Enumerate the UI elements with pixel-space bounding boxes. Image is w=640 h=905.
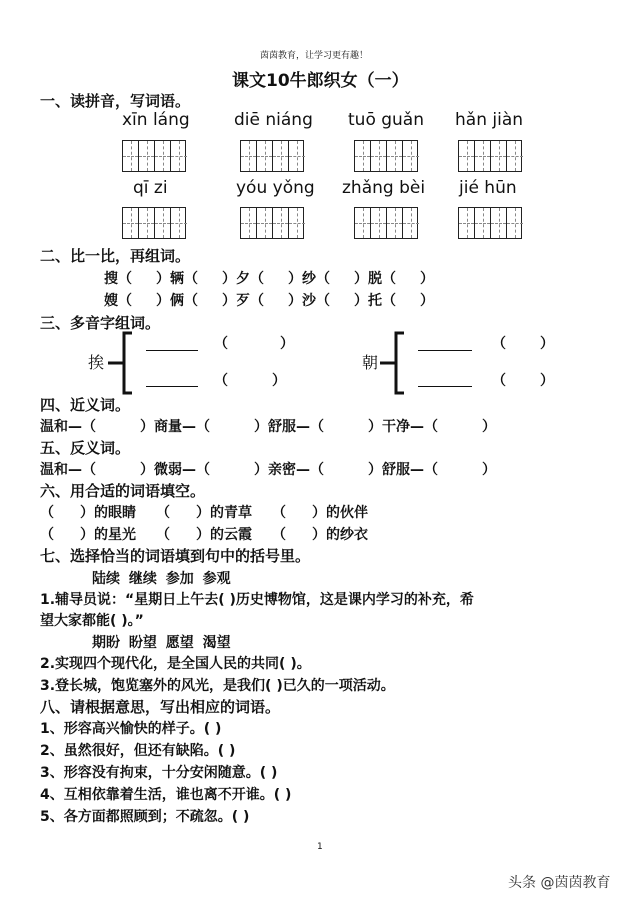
fill-row-1 [40, 502, 368, 522]
compare-item: ）俩（ [156, 293, 198, 309]
word-bank-1: 陆续 继续 参加 参观 [92, 571, 231, 587]
pinyin-8: jié hūn [459, 178, 517, 198]
compare-item: ）歹（ [222, 293, 264, 309]
pinyin-4: hǎn jiàn [455, 110, 524, 130]
paren-close: ） [280, 336, 294, 352]
meaning-item-4: 4、互相依靠着生活，谁也离不开谁。( ) [40, 787, 292, 803]
fill-item: （ [40, 505, 54, 521]
question-1-line-2: 望大家都能( )。” [40, 613, 144, 629]
meaning-item-2: 2、虽然很好，但还有缺陷。( ) [40, 743, 236, 759]
pinyin-6: yóu yǒng [236, 178, 315, 198]
answer-line [146, 386, 198, 387]
antonym-item: ）微弱—（ [140, 462, 210, 478]
paren-open: （ [492, 373, 506, 389]
paren-open: （ [214, 373, 228, 389]
writing-box[interactable] [354, 207, 418, 239]
writing-box[interactable] [122, 140, 186, 172]
section-4-heading: 四、近义词。 [40, 396, 131, 414]
writing-box[interactable] [458, 140, 522, 172]
section-6-heading: 六、用合适的词语填空。 [40, 482, 206, 500]
pinyin-2: diē niáng [234, 110, 313, 130]
antonym-item: 温和—（ [40, 462, 96, 478]
answer-line [418, 350, 472, 351]
synonym-line [40, 416, 496, 436]
compare-row-1 [104, 268, 434, 288]
paren-open: （ [492, 336, 506, 352]
antonym-item: ）舒服—（ [368, 462, 438, 478]
synonym-item: ）商量—（ [140, 419, 210, 435]
fill-item: （ [40, 527, 54, 543]
brace-2 [376, 330, 406, 396]
pinyin-7: zhǎng bèi [342, 178, 426, 198]
watermark: 头条 @茵茵教育 [508, 875, 611, 891]
synonym-item: ）干净—（ [368, 419, 438, 435]
section-2-heading: 二、比一比，再组词。 [40, 247, 191, 265]
paren-close: ） [540, 373, 554, 389]
synonym-item: ）舒服—（ [254, 419, 324, 435]
header-slogan: 茵茵教育，让学习更有趣！ [260, 51, 369, 61]
question-2: 2.实现四个现代化，是全国人民的共同( )。 [40, 656, 311, 672]
antonym-item: ） [482, 462, 496, 478]
page-title: 课文10牛郎织女（一） [232, 71, 409, 91]
compare-item: ）脱（ [354, 271, 396, 287]
section-1-heading: 一、读拼音，写词语。 [40, 92, 191, 110]
question-3: 3.登长城，饱览塞外的风光，是我们( )已久的一项活动。 [40, 678, 395, 694]
answer-line [418, 386, 472, 387]
paren-close: ） [272, 373, 286, 389]
pinyin-1: xīn láng [122, 110, 190, 130]
fill-item: （ [272, 527, 286, 543]
writing-box[interactable] [240, 207, 304, 239]
compare-row-2 [104, 290, 434, 310]
pinyin-3: tuō guǎn [348, 110, 425, 130]
meaning-item-5: 5、各方面都照顾到；不疏忽。( ) [40, 809, 250, 825]
brace-1 [104, 330, 134, 396]
section-5-heading: 五、反义词。 [40, 439, 131, 457]
antonym-line [40, 459, 496, 479]
section-3-heading: 三、多音字组词。 [40, 314, 161, 332]
writing-box[interactable] [122, 207, 186, 239]
compare-item: ）辆（ [156, 271, 198, 287]
compare-item: 嫂（ [104, 293, 132, 309]
fill-row-2 [40, 524, 368, 544]
word-bank-2: 期盼 盼望 愿望 渴望 [92, 635, 231, 651]
paren-close: ） [540, 336, 554, 352]
compare-item: ） [420, 293, 434, 309]
writing-box[interactable] [354, 140, 418, 172]
paren-open: （ [214, 336, 228, 352]
polyphone-char-2: 朝 [362, 353, 379, 372]
fill-item: ）的纱衣 [312, 527, 368, 543]
antonym-item: ）亲密—（ [254, 462, 324, 478]
section-8-heading: 八、请根据意思，写出相应的词语。 [40, 698, 281, 716]
fill-item: （ [272, 505, 286, 521]
fill-item: （ [156, 505, 170, 521]
writing-box[interactable] [240, 140, 304, 172]
fill-item: ）的伙伴 [312, 505, 368, 521]
compare-item: ） [420, 271, 434, 287]
compare-item: ）托（ [354, 293, 396, 309]
fill-item: ）的云霞 [196, 527, 252, 543]
section-7-heading: 七、选择恰当的词语填到句中的括号里。 [40, 547, 311, 565]
fill-item: ）的眼睛 [80, 505, 136, 521]
compare-item: ）纱（ [288, 271, 330, 287]
synonym-item: ） [482, 419, 496, 435]
fill-item: ）的青草 [196, 505, 252, 521]
fill-item: ）的星光 [80, 527, 136, 543]
compare-item: ）夕（ [222, 271, 264, 287]
compare-item: ）沙（ [288, 293, 330, 309]
answer-line [146, 350, 198, 351]
pinyin-5: qī zi [133, 178, 168, 198]
compare-item: 搜（ [104, 271, 132, 287]
page-number: 1 [317, 842, 323, 852]
meaning-item-1: 1、形容高兴愉快的样子。( ) [40, 721, 222, 737]
fill-item: （ [156, 527, 170, 543]
question-1-line-1: 1.辅导员说：“星期日上午去( )历史博物馆，这是课内学习的补充，希 [40, 592, 474, 608]
writing-box[interactable] [458, 207, 522, 239]
synonym-item: 温和—（ [40, 419, 96, 435]
polyphone-char-1: 挨 [88, 353, 105, 372]
meaning-item-3: 3、形容没有拘束，十分安闲随意。( ) [40, 765, 278, 781]
